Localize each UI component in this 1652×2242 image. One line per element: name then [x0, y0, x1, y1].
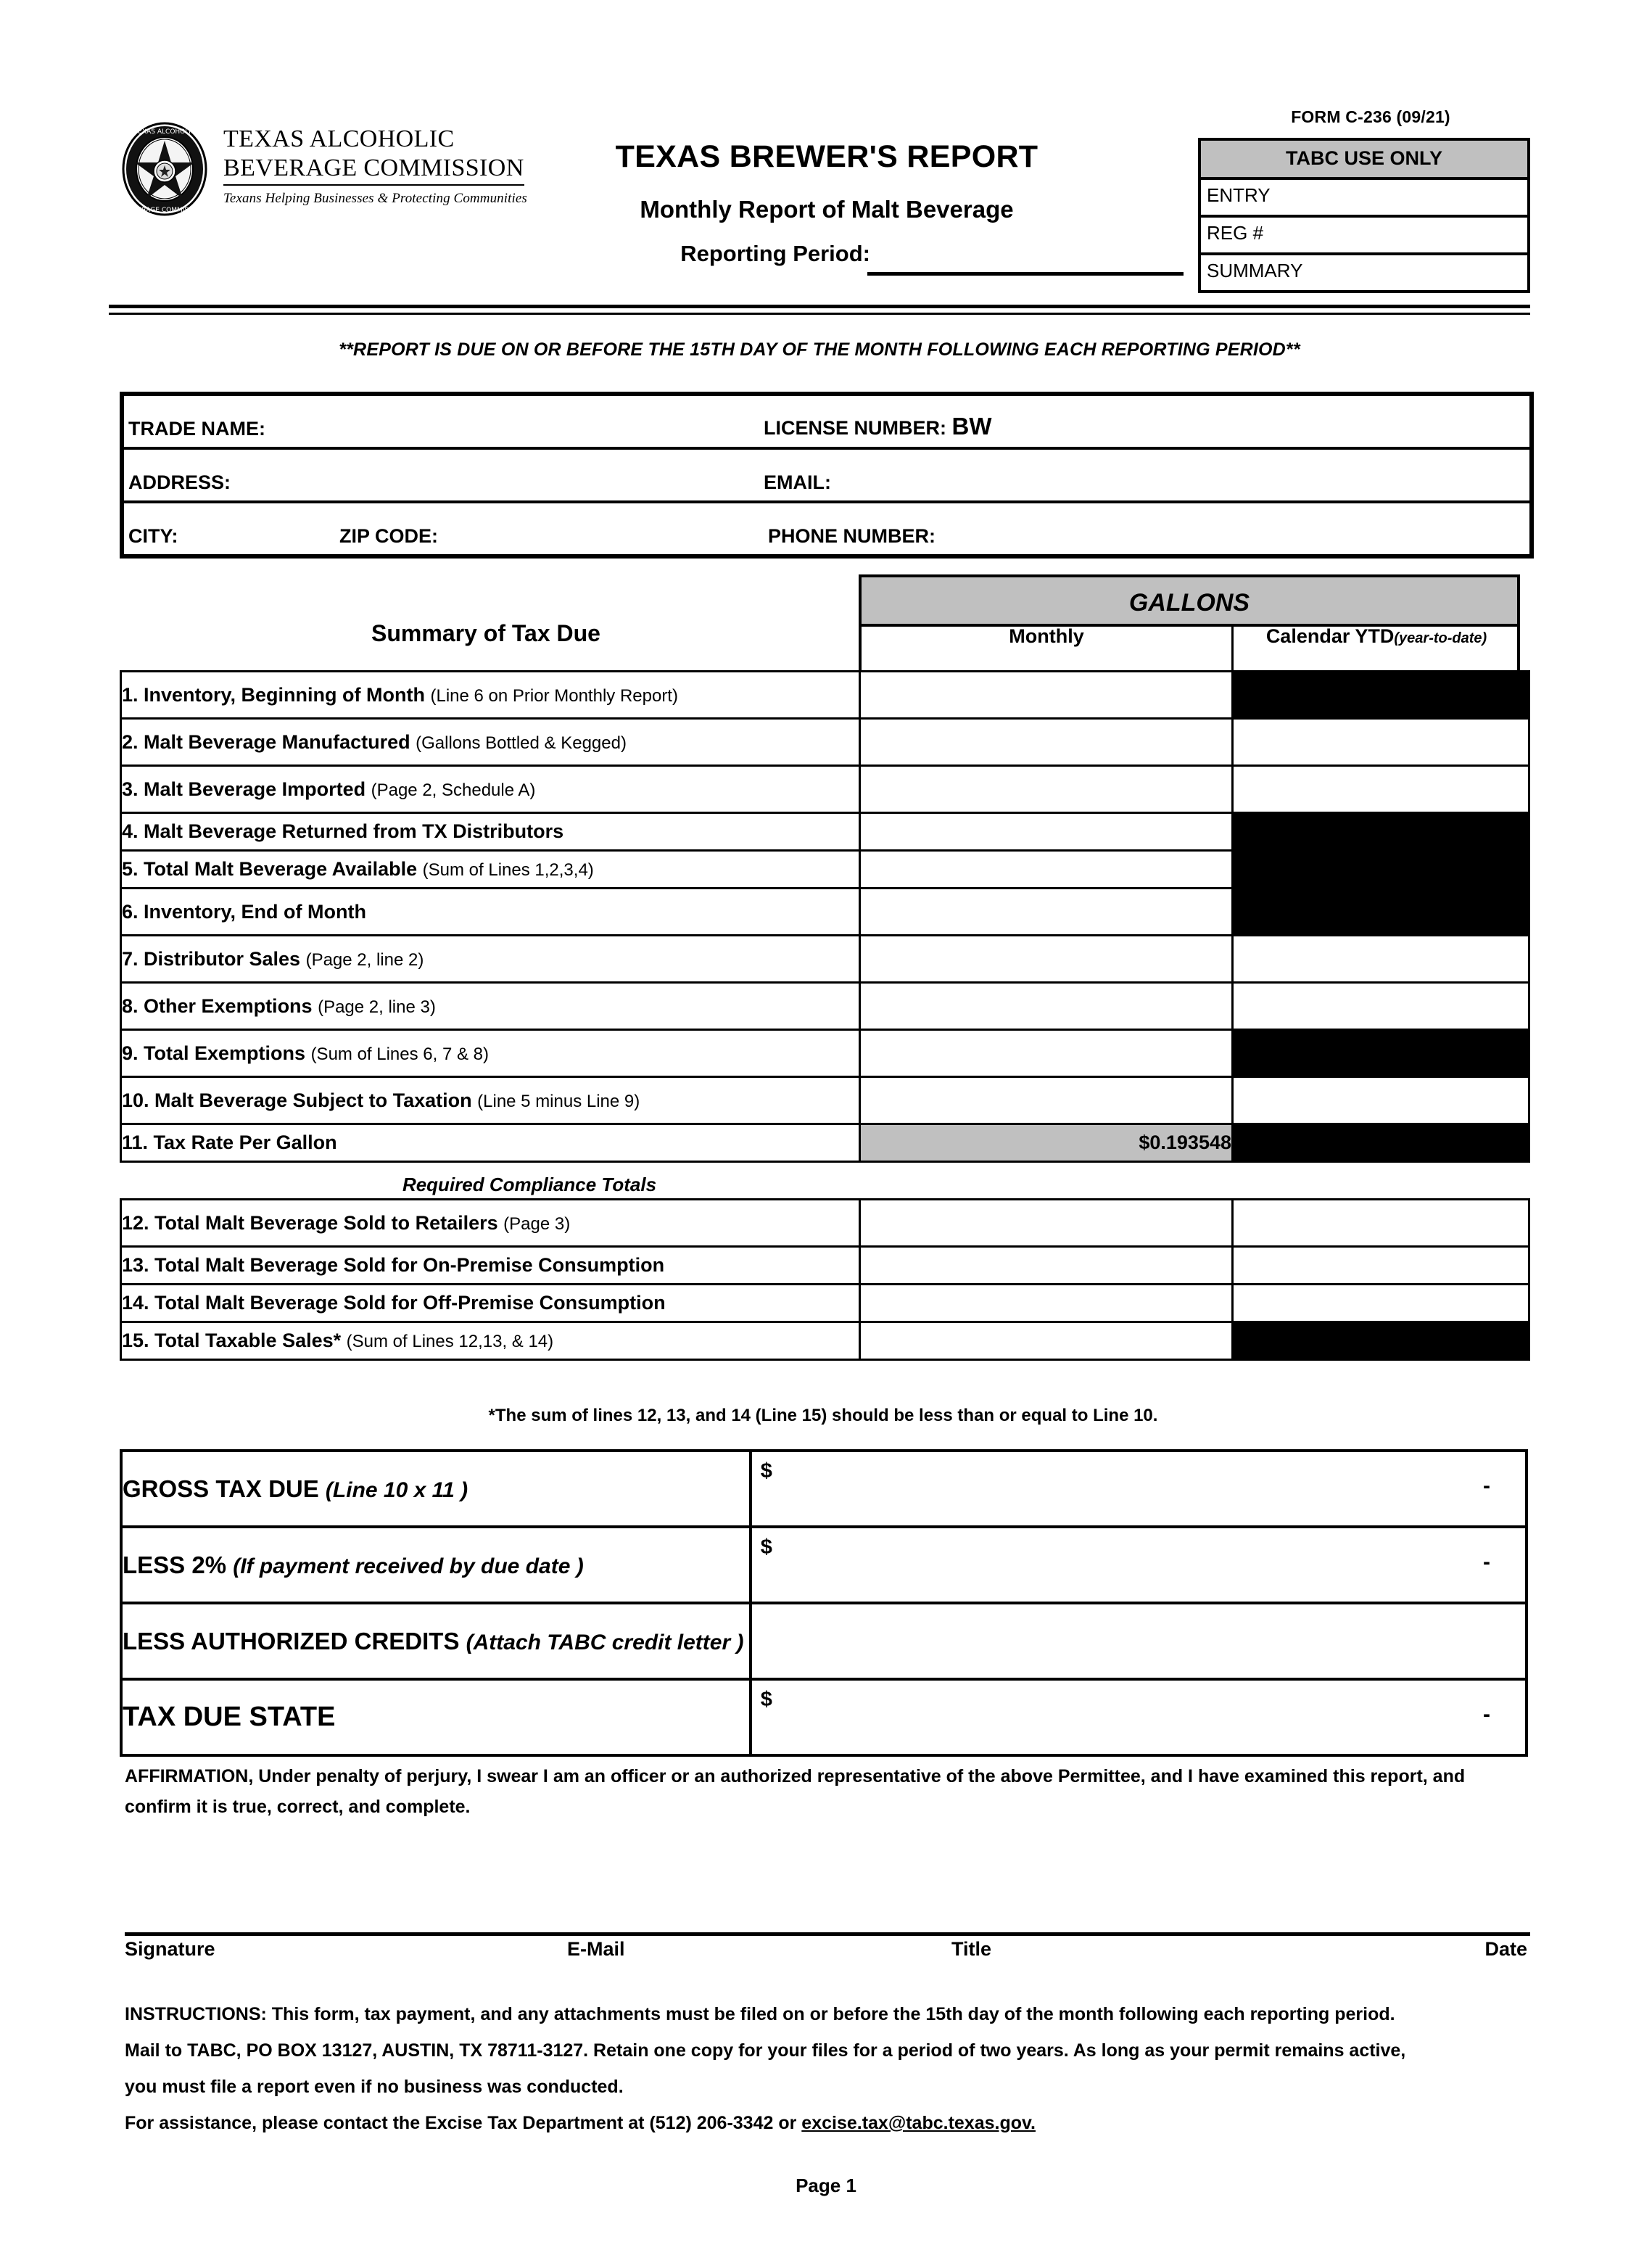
- gallons-header: GALLONS: [859, 574, 1520, 627]
- table-row: [121, 851, 1529, 889]
- title-label-footer[interactable]: Title: [951, 1938, 992, 1960]
- column-header-ytd: [1233, 625, 1520, 648]
- summary-label-5: 5. Total Malt Beverage Available (Sum of Lines 1,2,3,4): [121, 851, 860, 889]
- compliance-ytd-12[interactable]: [1233, 1200, 1529, 1247]
- compliance-ytd-15: [1233, 1322, 1529, 1360]
- summary-label-11: 11. Tax Rate Per Gallon: [121, 1124, 860, 1162]
- header-divider: [109, 305, 1530, 308]
- summary-label-1: 1. Inventory, Beginning of Month (Line 6 on Prior Monthly Report): [121, 672, 860, 719]
- svg-text:BEVERAGE COMMISSION: BEVERAGE COMMISSION: [124, 207, 205, 214]
- summary-monthly-2[interactable]: [860, 719, 1233, 766]
- compliance-monthly-14[interactable]: [860, 1285, 1233, 1322]
- table-row: [121, 1030, 1529, 1077]
- tabc-reg-field[interactable]: REG #: [1201, 218, 1527, 255]
- compliance-monthly-13[interactable]: [860, 1247, 1233, 1285]
- tax-due-value-1[interactable]: [751, 1527, 1527, 1603]
- zip-code-label: ZIP CODE:: [339, 525, 439, 547]
- license-prefix: BW: [951, 413, 992, 440]
- page-subtitle: Monthly Report of Malt Beverage: [640, 196, 1014, 223]
- tabc-logo: [122, 122, 528, 216]
- table-row: [121, 1077, 1529, 1124]
- tabc-use-only-heading: TABC USE ONLY: [1201, 141, 1527, 180]
- zip-code-input[interactable]: [579, 548, 768, 554]
- tax-due-row: [121, 1679, 1527, 1755]
- signature-rule: [125, 1932, 1530, 1936]
- instructions-block: [125, 1996, 1532, 2141]
- tax-due-table: [120, 1449, 1528, 1757]
- due-notice: **REPORT IS DUE ON OR BEFORE THE 15TH DAY OF THE MONTH FOLLOWING EACH REPORTING PERIOD**: [339, 339, 1300, 360]
- tax-due-value-2[interactable]: [751, 1603, 1527, 1679]
- summary-ytd-8[interactable]: [1233, 983, 1529, 1030]
- tabc-entry-field[interactable]: ENTRY: [1201, 180, 1527, 218]
- svg-text:TEXAS ALCOHOLIC: TEXAS ALCOHOLIC: [133, 128, 196, 136]
- ytd-note: (year-to-date): [1394, 630, 1487, 646]
- trade-name-input[interactable]: [629, 440, 764, 447]
- instructions-line-3: you must file a report even if no business was conducted.: [125, 2077, 624, 2097]
- compliance-section-title: Required Compliance Totals: [402, 1174, 657, 1195]
- currency-symbol: $: [760, 1536, 772, 1559]
- form-code-label: FORM C-236 (09/21): [1291, 107, 1450, 126]
- instructions-line-4: [125, 2105, 1532, 2141]
- table-row: [121, 1124, 1529, 1162]
- page-title: TEXAS BREWER'S REPORT: [615, 139, 1038, 174]
- summary-ytd-1: [1233, 672, 1529, 719]
- currency-symbol: $: [760, 1688, 772, 1711]
- city-label: CITY:: [128, 525, 178, 547]
- tabc-summary-field[interactable]: SUMMARY: [1207, 260, 1303, 281]
- tax-due-amount: -: [1483, 1702, 1490, 1726]
- instructions-line-1: INSTRUCTIONS: This form, tax payment, and any attachments must be filed on or before the 15th day of the month following each reporting period.: [125, 2004, 1395, 2024]
- summary-monthly-11: $0.193548: [860, 1124, 1233, 1162]
- tax-due-value-0[interactable]: [751, 1451, 1527, 1527]
- summary-label-6: 6. Inventory, End of Month: [121, 889, 860, 936]
- table-row: [121, 936, 1529, 983]
- summary-section-title: Summary of Tax Due: [371, 620, 600, 646]
- table-row: [121, 1200, 1529, 1247]
- tax-due-row: [121, 1603, 1527, 1679]
- summary-monthly-3[interactable]: [860, 766, 1233, 813]
- summary-ytd-10[interactable]: [1233, 1077, 1529, 1124]
- logo-tagline: Texans Helping Businesses & Protecting Communities: [223, 191, 527, 206]
- compliance-footnote: *The sum of lines 12, 13, and 14 (Line 15) should be less than or equal to Line 10.: [488, 1406, 1158, 1425]
- logo-line-1: TEXAS ALCOHOLIC: [223, 125, 455, 152]
- compliance-monthly-15[interactable]: [860, 1322, 1233, 1360]
- summary-ytd-4: [1233, 813, 1529, 851]
- address-row: [124, 450, 1529, 503]
- signature-label[interactable]: Signature: [125, 1938, 215, 1960]
- ytd-text: Calendar YTD: [1265, 625, 1395, 647]
- summary-label-7: 7. Distributor Sales (Page 2, line 2): [121, 936, 860, 983]
- summary-label-9: 9. Total Exemptions (Sum of Lines 6, 7 & 8): [121, 1030, 860, 1077]
- address-label: ADDRESS:: [128, 471, 231, 493]
- tax-due-amount: -: [1483, 1550, 1490, 1574]
- tax-due-label-2: LESS AUTHORIZED CREDITS (Attach TABC credit letter ): [121, 1603, 751, 1679]
- column-header-monthly: Monthly: [1009, 625, 1084, 647]
- summary-monthly-5[interactable]: [860, 851, 1233, 889]
- tabc-use-only-box: [1198, 138, 1530, 293]
- summary-ytd-5: [1233, 851, 1529, 889]
- tax-due-amount: -: [1483, 1474, 1490, 1498]
- excise-tax-email-link[interactable]: excise.tax@tabc.texas.gov.: [801, 2113, 1036, 2133]
- summary-label-3: 3. Malt Beverage Imported (Page 2, Schedule A): [121, 766, 860, 813]
- compliance-ytd-14[interactable]: [1233, 1285, 1529, 1322]
- summary-ytd-3[interactable]: [1233, 766, 1529, 813]
- summary-ytd-7[interactable]: [1233, 936, 1529, 983]
- compliance-label-15: 15. Total Taxable Sales* (Sum of Lines 12,13, & 14): [121, 1322, 860, 1360]
- table-row: [121, 983, 1529, 1030]
- email-label-footer[interactable]: E-Mail: [567, 1938, 625, 1960]
- table-row: [121, 889, 1529, 936]
- table-row: [121, 1322, 1529, 1360]
- summary-monthly-6[interactable]: [860, 889, 1233, 936]
- summary-label-4: 4. Malt Beverage Returned from TX Distributors: [121, 813, 860, 851]
- summary-label-8: 8. Other Exemptions (Page 2, line 3): [121, 983, 860, 1030]
- table-row: [121, 672, 1529, 719]
- summary-ytd-9: [1233, 1030, 1529, 1077]
- license-number-label: [764, 413, 992, 447]
- trade-name-row: [124, 396, 1529, 450]
- phone-number-label: PHONE NUMBER:: [768, 525, 936, 547]
- compliance-totals-table: [120, 1198, 1530, 1361]
- tabc-seal-star-icon: [122, 122, 207, 216]
- tax-due-label-1: LESS 2% (If payment received by due date ): [121, 1527, 751, 1603]
- assistance-text: For assistance, please contact the Excise Tax Department at (512) 206-3342 or: [125, 2113, 802, 2133]
- tax-due-row: [121, 1527, 1527, 1603]
- signature-labels-row: [125, 1938, 1530, 1961]
- table-row: [121, 766, 1529, 813]
- table-row: [121, 813, 1529, 851]
- summary-ytd-11: [1233, 1124, 1529, 1162]
- summary-label-10: 10. Malt Beverage Subject to Taxation (Line 5 minus Line 9): [121, 1077, 860, 1124]
- compliance-label-12: 12. Total Malt Beverage Sold to Retailers (Page 3): [121, 1200, 860, 1247]
- header-divider-secondary: [109, 313, 1530, 315]
- summary-monthly-9[interactable]: [860, 1030, 1233, 1077]
- logo-line-2: BEVERAGE COMMISSION: [223, 154, 524, 186]
- table-row: [121, 1247, 1529, 1285]
- instructions-line-2: Mail to TABC, PO BOX 13127, AUSTIN, TX 78711-3127. Retain one copy for your files for a period of two years. As long as your permit remains active,: [125, 2040, 1406, 2061]
- currency-symbol: $: [760, 1459, 772, 1483]
- reporting-period-label: Reporting Period:: [680, 241, 870, 266]
- tax-due-label-3: TAX DUE STATE: [121, 1679, 751, 1755]
- compliance-ytd-13[interactable]: [1233, 1247, 1529, 1285]
- affirmation-text: AFFIRMATION, Under penalty of perjury, I swear I am an officer or an authorized representative of the above Permittee, and I have examined this report, and confirm it is true, correct, and complete.: [125, 1766, 1466, 1817]
- table-row: [121, 719, 1529, 766]
- summary-ytd-2[interactable]: [1233, 719, 1529, 766]
- summary-monthly-1[interactable]: [860, 672, 1233, 719]
- trade-name-label: TRADE NAME:: [128, 418, 265, 440]
- city-zip-phone-row: [124, 503, 1529, 554]
- date-label-footer[interactable]: Date: [1484, 1938, 1527, 1960]
- compliance-monthly-12[interactable]: [860, 1200, 1233, 1247]
- compliance-label-14: 14. Total Malt Beverage Sold for Off-Premise Consumption: [121, 1285, 860, 1322]
- license-number-text: LICENSE NUMBER:: [764, 417, 947, 439]
- compliance-label-13: 13. Total Malt Beverage Sold for On-Premise Consumption: [121, 1247, 860, 1285]
- page-number: Page 1: [796, 2175, 856, 2196]
- tax-due-label-0: GROSS TAX DUE (Line 10 x 11 ): [121, 1451, 751, 1527]
- summary-monthly-10[interactable]: [860, 1077, 1233, 1124]
- summary-of-tax-due-table: [120, 670, 1530, 1163]
- reporting-period-input[interactable]: [867, 272, 1184, 276]
- summary-ytd-6: [1233, 889, 1529, 936]
- tax-due-value-3[interactable]: [751, 1679, 1527, 1755]
- tax-due-row: [121, 1451, 1527, 1527]
- summary-monthly-8[interactable]: [860, 983, 1233, 1030]
- summary-monthly-7[interactable]: [860, 936, 1233, 983]
- table-row: [121, 1285, 1529, 1322]
- summary-label-2: 2. Malt Beverage Manufactured (Gallons Bottled & Kegged): [121, 719, 860, 766]
- address-input[interactable]: [629, 494, 764, 500]
- email-label: EMAIL:: [764, 471, 831, 493]
- summary-monthly-4[interactable]: [860, 813, 1233, 851]
- permittee-info-box: [120, 392, 1534, 559]
